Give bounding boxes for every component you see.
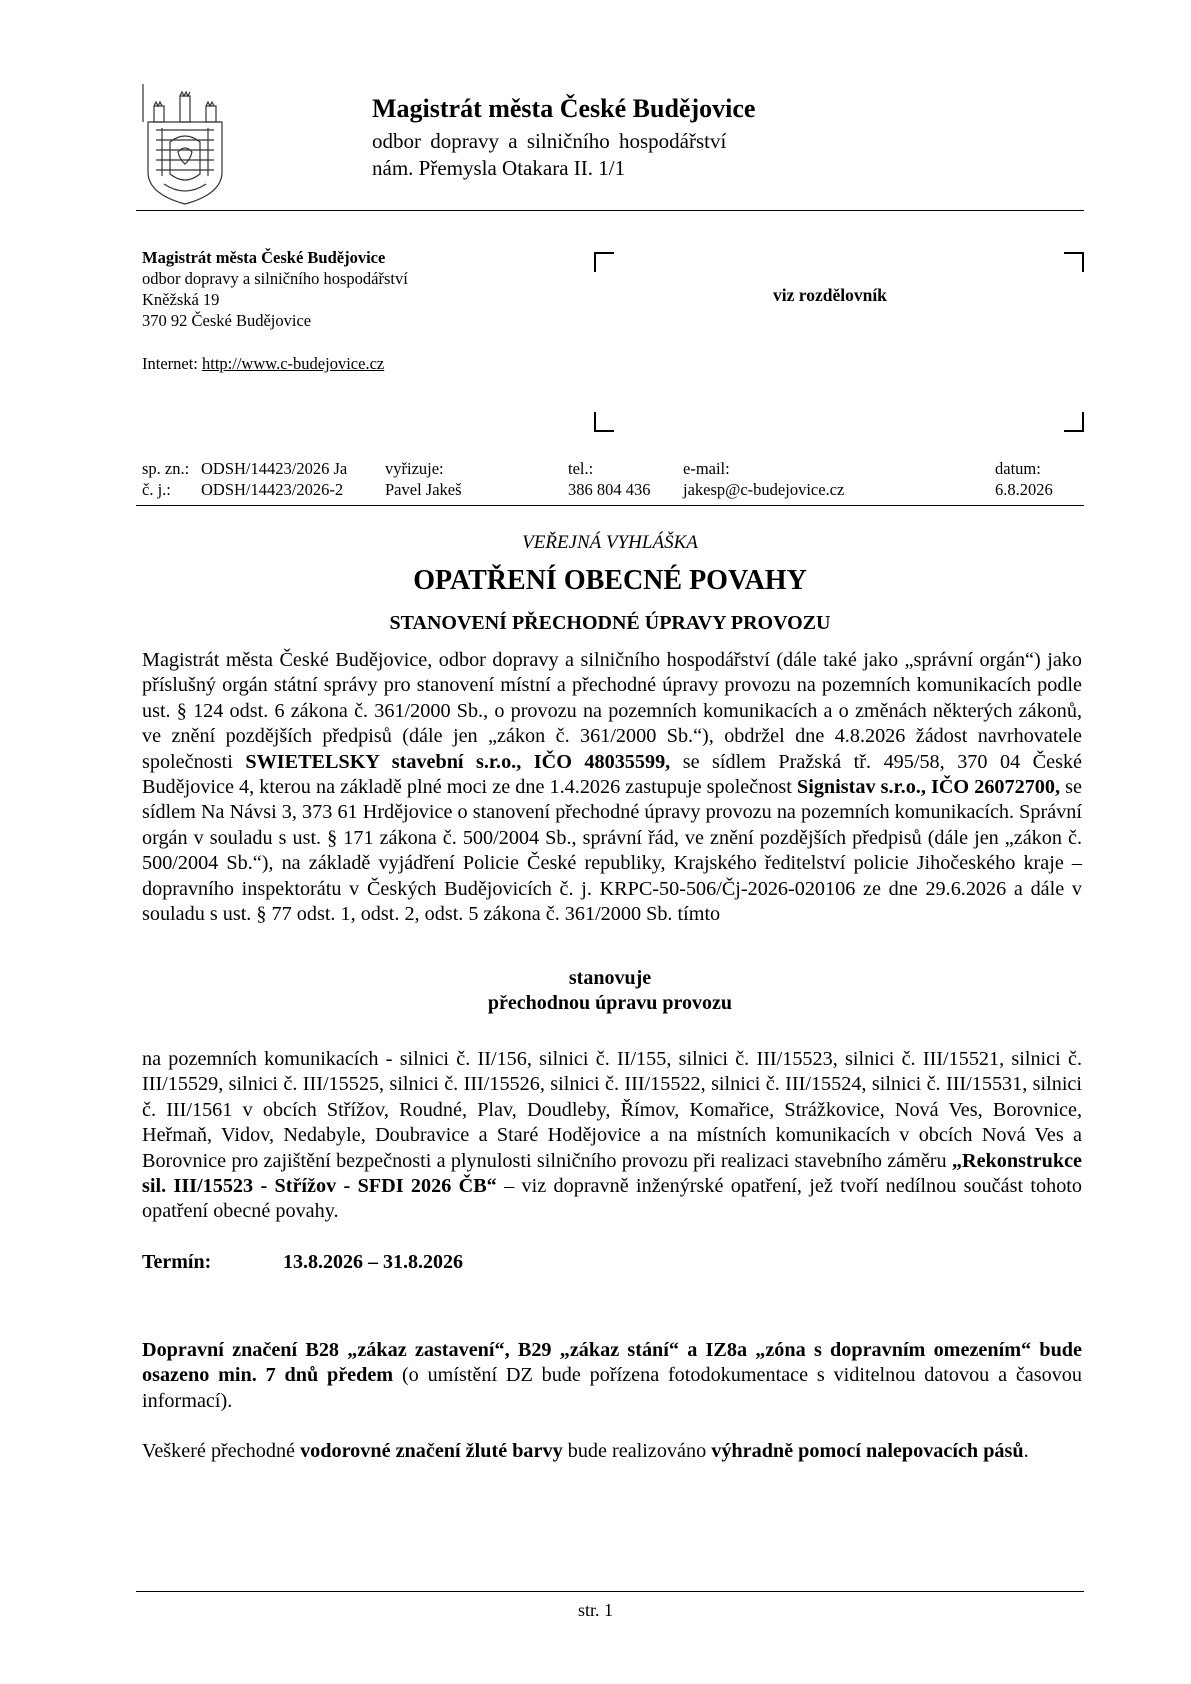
yellow-marking-emphasis: vodorovné značení žluté barvy (300, 1440, 563, 1462)
recipient: viz rozdělovník (773, 285, 887, 305)
signage-requirement: Dopravní značení B28 „zákaz zastavení“, B29 „zákaz stání“ a IZ8a „zóna s dopravním omezením“ bude osazeno min. 7 dnů předem (142, 1339, 1082, 1387)
marking-paragraph (142, 1439, 1082, 1464)
date-value: 6.8.2026 (995, 480, 1053, 499)
sender-internet (142, 354, 384, 374)
document-subtitle: STANOVENÍ PŘECHODNÉ ÚPRAVY PROVOZU (389, 612, 831, 634)
public-notice-label: VEŘEJNÁ VYHLÁŠKA (522, 532, 698, 553)
decision-verb: stanovuje (568, 967, 652, 989)
sender-block (142, 247, 408, 331)
ref-date (995, 458, 1053, 500)
text-run: na pozemních komunikacích - silnici č. II/156, silnici č. II/155, silnici č. III/15523, silnici č. III/15521, silnici č. III/15529, silnici č. III/15525, silnici č. III/15526, silnici č. III/15522, silnici č. III/15524, silnici č. III/15531, silnici č. III/1561 v obcích Střížov, Roudné, Plav, Doudleby, Římov, Komařice, Strážkovice, Nová Ves, Borovnice, Heřmaň, Vidov, Nedabyle, Doubravice a Staré Hodějovice a na místních komunikacích v obcích Nová Ves a Borovnice pro zajištění bezpečnosti a plynulosti silničního provozu při realizaci stavebního záměru (142, 1048, 1082, 1172)
text-run: Veškeré přechodné (142, 1440, 301, 1462)
sender-street: Kněžská 19 (142, 290, 220, 309)
footer-divider (136, 1591, 1084, 1592)
sender-department: odbor dopravy a silničního hospodářství (142, 269, 408, 288)
ref-tel (568, 458, 651, 500)
website-link[interactable]: http://www.c-budejovice.cz (202, 354, 385, 373)
text-run: bude realizováno (562, 1440, 712, 1462)
header-organization: Magistrát města České Budějovice (372, 94, 756, 123)
sender-organization: Magistrát města České Budějovice (142, 248, 386, 267)
scope-paragraph (142, 1047, 1082, 1225)
adhesive-tape-emphasis: výhradně pomocí nalepovacích pásů (711, 1440, 1024, 1462)
sp-zn-label: sp. zn.: (142, 459, 190, 478)
email-label: e-mail: (683, 459, 730, 478)
address-window-corner (594, 252, 614, 272)
page-number: str. 1 (577, 1600, 613, 1620)
address-window-corner (1064, 412, 1084, 432)
text-run: . (1023, 1440, 1029, 1462)
reference-divider (136, 505, 1084, 506)
intro-paragraph (142, 648, 1082, 927)
internet-label: Internet: (142, 354, 198, 373)
term-value: 13.8.2026 – 31.8.2026 (283, 1251, 463, 1273)
tel-label: tel.: (568, 459, 594, 478)
text-run: (o umístění DZ bude pořízena fotodokumentace s viditelnou datovou a časovou informací). (142, 1364, 1082, 1412)
ref-labels (142, 458, 189, 500)
term-label: Termín: (142, 1251, 212, 1273)
handler-value: Pavel Jakeš (385, 480, 462, 499)
text-run: se sídlem Na Návsi 3, 373 61 Hrdějovice o stanovení přechodné úpravy provozu na pozemních komunikacích. Správní orgán v souladu s ust. § 171 zákona č. 500/2004 Sb., správní řád, ve znění pozdějších předpisů (dále jen „zákon č. 500/2004 Sb.“), na základě vyjádření Policie České republiky, Krajského ředitelství policie Jihočeského kraje – dopravního inspektorátu v Českých Budějovicích č. j. KRPC-50-506/Čj-2026-020106 ze dne 29.6.2026 a dále v souladu s ust. § 77 odst. 1, odst. 2, odst. 5 zákona č. 361/2000 Sb. tímto (142, 776, 1082, 926)
ref-email (683, 458, 844, 500)
header-address: nám. Přemysla Otakara II. 1/1 (372, 156, 626, 180)
handler-label: vyřizuje: (385, 459, 444, 478)
applicant-company: SWIETELSKY stavební s.r.o., IČO 48035599, (245, 750, 671, 773)
cj-label: č. j.: (142, 480, 171, 499)
sender-city: 370 92 České Budějovice (142, 311, 312, 330)
text-run: Magistrát města České Budějovice, odbor dopravy a silničního hospodářství (dále také jako „správní orgán“) jako příslušný orgán státní správy pro stanovení místní a přechodné úpravy provozu na pozemních komunikacích podle ust. § 124 odst. 6 zákona č. 361/2000 Sb., o provozu na pozemních komunikacích a o změnách některých zákonů, ve znění pozdějších předpisů (dále jen „zákon č. 361/2000 Sb.“), obdržel dne 4.8.2026 žádost navrhovatele společnosti (142, 649, 1082, 773)
header-divider (136, 210, 1084, 211)
city-coat-of-arms-logo (140, 82, 230, 206)
decision-subject: přechodnou úpravu provozu (487, 992, 733, 1014)
text-run: se sídlem Pražská tř. 495/58, 370 04 České Budějovice 4, kterou na základě plné moci ze dne 1.4.2026 zastupuje společnost (142, 750, 1083, 799)
address-window-corner (594, 412, 614, 432)
document-title: OPATŘENÍ OBECNÉ POVAHY (413, 565, 807, 596)
sp-zn-value: ODSH/14423/2026 Ja (201, 459, 348, 478)
text-run: – viz dopravně inženýrské opatření, jež tvoří nedílnou součást tohoto opatření obecné povahy. (142, 1175, 1082, 1223)
address-window-corner (1064, 252, 1084, 272)
email-value: jakesp@c-budejovice.cz (683, 480, 845, 499)
cj-value: ODSH/14423/2026-2 (201, 480, 344, 499)
decision-heading (140, 966, 1080, 1016)
date-label: datum: (995, 459, 1041, 478)
header-department: odbor dopravy a silničního hospodářství (372, 129, 727, 153)
ref-numbers (201, 458, 347, 500)
representative-company: Signistav s.r.o., IČO 26072700, (797, 776, 1061, 799)
ref-handler (385, 458, 462, 500)
project-name: „Rekonstrukce sil. III/15523 - Střížov - SFDI 2026 ČB“ (142, 1149, 1082, 1198)
tel-value: 386 804 436 (568, 480, 651, 499)
signage-paragraph (142, 1338, 1082, 1414)
